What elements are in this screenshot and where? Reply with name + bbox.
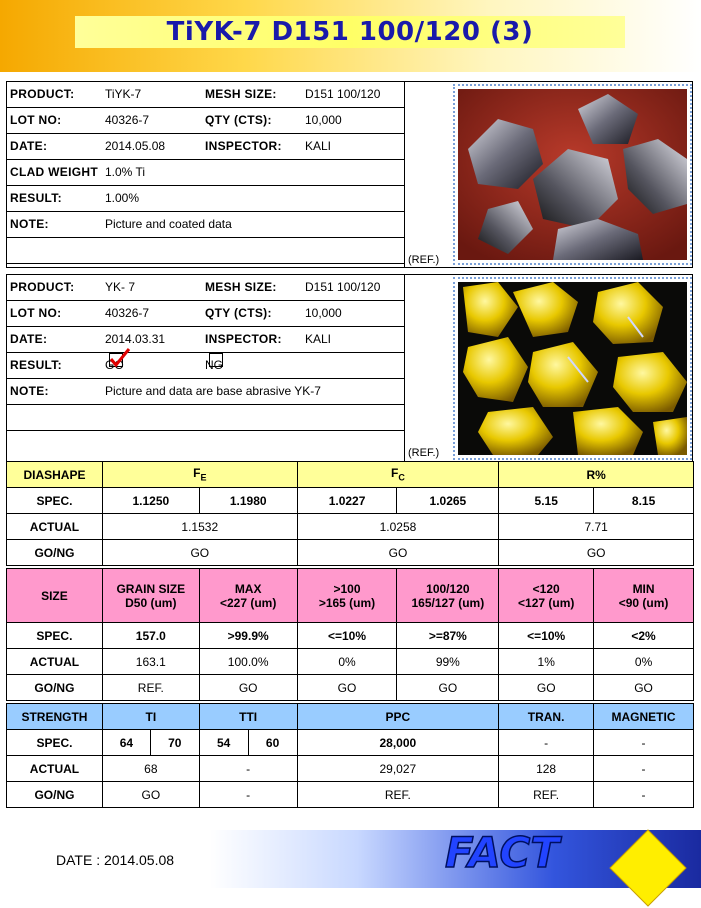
strength-header: STRENGTH — [7, 704, 103, 730]
size-header: SIZE — [7, 569, 103, 623]
actual-cell: 163.1 — [102, 649, 199, 675]
spec-cell: >99.9% — [199, 623, 297, 649]
spec-label: SPEC. — [7, 730, 103, 756]
actual-cell: 7.71 — [499, 514, 694, 540]
strength-actual-row — [7, 756, 694, 782]
spec-cell: 8.15 — [594, 488, 694, 514]
fe-sub: E — [200, 472, 207, 483]
note-value: Picture and data are base abrasive YK-7 — [105, 384, 321, 398]
size-col-header — [397, 569, 499, 623]
spec-cell: 1.0227 — [297, 488, 397, 514]
result-label: RESULT: — [10, 358, 62, 372]
diashape-header-row — [7, 462, 694, 488]
gong-cell: GO — [199, 675, 297, 701]
spec-cell: - — [499, 730, 594, 756]
blank-row — [7, 431, 405, 457]
actual-cell: - — [594, 756, 694, 782]
magnetic-header: MAGNETIC — [594, 704, 694, 730]
gong-cell: GO — [499, 540, 694, 566]
mesh-label: MESH SIZE: — [205, 87, 277, 101]
ppc-header: PPC — [297, 704, 499, 730]
gong-label: GO/NG — [7, 782, 103, 808]
diashape-table — [6, 461, 694, 566]
blank-row — [7, 238, 405, 264]
actual-cell: - — [199, 756, 297, 782]
size-col-header — [199, 569, 297, 623]
result-row — [7, 353, 405, 379]
coated-product-panel — [6, 81, 693, 268]
spec-cell: <=10% — [499, 623, 594, 649]
gong-cell: GO — [594, 675, 694, 701]
inspector-value: KALI — [305, 332, 332, 346]
spec-cell: 60 — [248, 730, 297, 756]
ng-checkbox[interactable] — [209, 353, 223, 367]
col-line: >100 — [333, 581, 361, 596]
actual-cell: 100.0% — [199, 649, 297, 675]
date-value: 2014.05.08 — [105, 139, 166, 153]
fc-header — [297, 462, 499, 488]
base-diamond-photo — [453, 277, 692, 460]
gong-cell: - — [199, 782, 297, 808]
size-spec-row — [7, 623, 694, 649]
diashape-gong-row — [7, 540, 694, 566]
spec-cell: 1.1980 — [199, 488, 297, 514]
result-value: 1.00% — [105, 191, 140, 205]
date-label: DATE: — [10, 332, 48, 346]
gong-cell: GO — [397, 675, 499, 701]
result-row — [7, 186, 405, 212]
date-label: DATE: — [10, 139, 48, 153]
note-label: NOTE: — [10, 217, 49, 231]
header-band — [0, 0, 701, 72]
footer-date: DATE : 2014.05.08 — [56, 852, 175, 868]
coated-diamond-photo — [453, 84, 692, 265]
mesh-value: D151 100/120 — [305, 87, 381, 101]
gong-cell: GO — [102, 782, 199, 808]
page-title: TiYK-7 D151 100/120 (3) — [75, 16, 625, 48]
size-col-header — [102, 569, 199, 623]
qty-label: QTY (CTS): — [205, 306, 272, 320]
spec-cell: 70 — [150, 730, 199, 756]
spec-cell: 1.1250 — [102, 488, 199, 514]
fe-main: F — [193, 466, 201, 481]
inspector-value: KALI — [305, 139, 332, 153]
result-label: RESULT: — [10, 191, 62, 205]
r-header: R% — [499, 462, 694, 488]
date-value: 2014.03.31 — [105, 332, 166, 346]
lot-value: 40326-7 — [105, 113, 150, 127]
clad-value: 1.0% Ti — [105, 165, 146, 179]
actual-cell: 0% — [297, 649, 397, 675]
col-line: MIN — [632, 581, 655, 596]
ti-header: TI — [102, 704, 199, 730]
base-info — [7, 275, 405, 461]
strength-table — [6, 703, 694, 808]
ng-label: NG — [205, 358, 223, 372]
col-line: 100/120 — [426, 581, 470, 596]
product-value: YK- 7 — [105, 280, 136, 294]
qty-label: QTY (CTS): — [205, 113, 272, 127]
size-col-header — [499, 569, 594, 623]
clad-row — [7, 160, 405, 186]
col-line: <127 (um) — [518, 595, 575, 610]
lot-row — [7, 108, 405, 134]
strength-gong-row — [7, 782, 694, 808]
col-line: MAX — [234, 581, 262, 596]
gong-cell: GO — [297, 675, 397, 701]
col-line: D50 (um) — [125, 595, 177, 610]
lot-label: LOT NO: — [10, 306, 62, 320]
gong-cell: GO — [297, 540, 499, 566]
gong-cell: GO — [102, 540, 297, 566]
note-row — [7, 212, 405, 238]
col-line: >165 (um) — [318, 595, 376, 610]
lot-value: 40326-7 — [105, 306, 150, 320]
product-label: PRODUCT: — [10, 280, 75, 294]
mesh-label: MESH SIZE: — [205, 280, 277, 294]
size-actual-row — [7, 649, 694, 675]
qty-value: 10,000 — [305, 306, 342, 320]
spec-cell: <=10% — [297, 623, 397, 649]
go-checkbox-checked[interactable] — [109, 353, 123, 367]
actual-cell: 29,027 — [297, 756, 499, 782]
coated-info — [7, 82, 405, 267]
strength-spec-row — [7, 730, 694, 756]
spec-cell: 54 — [199, 730, 248, 756]
base-diamond-image — [458, 282, 687, 455]
ref-label: (REF.) — [408, 447, 440, 459]
spec-cell: >=87% — [397, 623, 499, 649]
fc-sub: C — [398, 472, 405, 483]
actual-label: ACTUAL — [7, 649, 103, 675]
lot-label: LOT NO: — [10, 113, 62, 127]
diamond-logo-icon — [608, 828, 688, 908]
mesh-value: D151 100/120 — [305, 280, 381, 294]
checkmark-icon — [109, 348, 131, 368]
lot-row — [7, 301, 405, 327]
gong-cell: REF. — [499, 782, 594, 808]
size-header-row — [7, 569, 694, 623]
product-row — [7, 275, 405, 301]
diashape-header: DIASHAPE — [7, 462, 103, 488]
qty-value: 10,000 — [305, 113, 342, 127]
clad-label: CLAD WEIGHT — [10, 165, 98, 179]
go-label: GO — [105, 358, 124, 372]
col-line: 165/127 (um) — [411, 595, 485, 610]
col-line: <120 — [532, 581, 560, 596]
product-label: PRODUCT: — [10, 87, 75, 101]
actual-cell: 128 — [499, 756, 594, 782]
spec-cell: - — [594, 730, 694, 756]
size-gong-row — [7, 675, 694, 701]
col-line: <90 (um) — [618, 595, 669, 610]
tti-header: TTI — [199, 704, 297, 730]
fc-main: F — [391, 466, 399, 481]
actual-cell: 99% — [397, 649, 499, 675]
fact-logo: FACT — [445, 828, 559, 877]
size-table — [6, 568, 694, 701]
date-row — [7, 134, 405, 160]
fe-header — [102, 462, 297, 488]
actual-cell: 1% — [499, 649, 594, 675]
note-row — [7, 379, 405, 405]
spec-label: SPEC. — [7, 623, 103, 649]
col-line: GRAIN SIZE — [116, 581, 186, 596]
base-product-panel — [6, 274, 693, 462]
tran-header: TRAN. — [499, 704, 594, 730]
actual-label: ACTUAL — [7, 514, 103, 540]
size-col-header — [594, 569, 694, 623]
gong-cell: REF. — [297, 782, 499, 808]
gong-label: GO/NG — [7, 675, 103, 701]
size-col-header — [297, 569, 397, 623]
ref-label: (REF.) — [408, 254, 440, 266]
coated-diamond-image — [458, 89, 687, 260]
product-value: TiYK-7 — [105, 87, 142, 101]
spec-cell: 5.15 — [499, 488, 594, 514]
gong-cell: - — [594, 782, 694, 808]
actual-cell: 1.1532 — [102, 514, 297, 540]
footer — [0, 822, 701, 904]
actual-label: ACTUAL — [7, 756, 103, 782]
spec-cell: 64 — [102, 730, 150, 756]
col-line: <227 (um) — [219, 595, 277, 610]
spec-cell: <2% — [594, 623, 694, 649]
gong-cell: GO — [499, 675, 594, 701]
inspector-label: INSPECTOR: — [205, 139, 282, 153]
blank-row — [7, 405, 405, 431]
spec-cell: 28,000 — [297, 730, 499, 756]
note-label: NOTE: — [10, 384, 49, 398]
actual-cell: 1.0258 — [297, 514, 499, 540]
actual-cell: 0% — [594, 649, 694, 675]
gong-cell: REF. — [102, 675, 199, 701]
diashape-spec-row — [7, 488, 694, 514]
strength-header-row — [7, 704, 694, 730]
spec-label: SPEC. — [7, 488, 103, 514]
note-value: Picture and coated data — [105, 217, 232, 231]
product-row — [7, 82, 405, 108]
inspector-label: INSPECTOR: — [205, 332, 282, 346]
gong-label: GO/NG — [7, 540, 103, 566]
spec-cell: 157.0 — [102, 623, 199, 649]
actual-cell: 68 — [102, 756, 199, 782]
spec-cell: 1.0265 — [397, 488, 499, 514]
diashape-actual-row — [7, 514, 694, 540]
date-row — [7, 327, 405, 353]
